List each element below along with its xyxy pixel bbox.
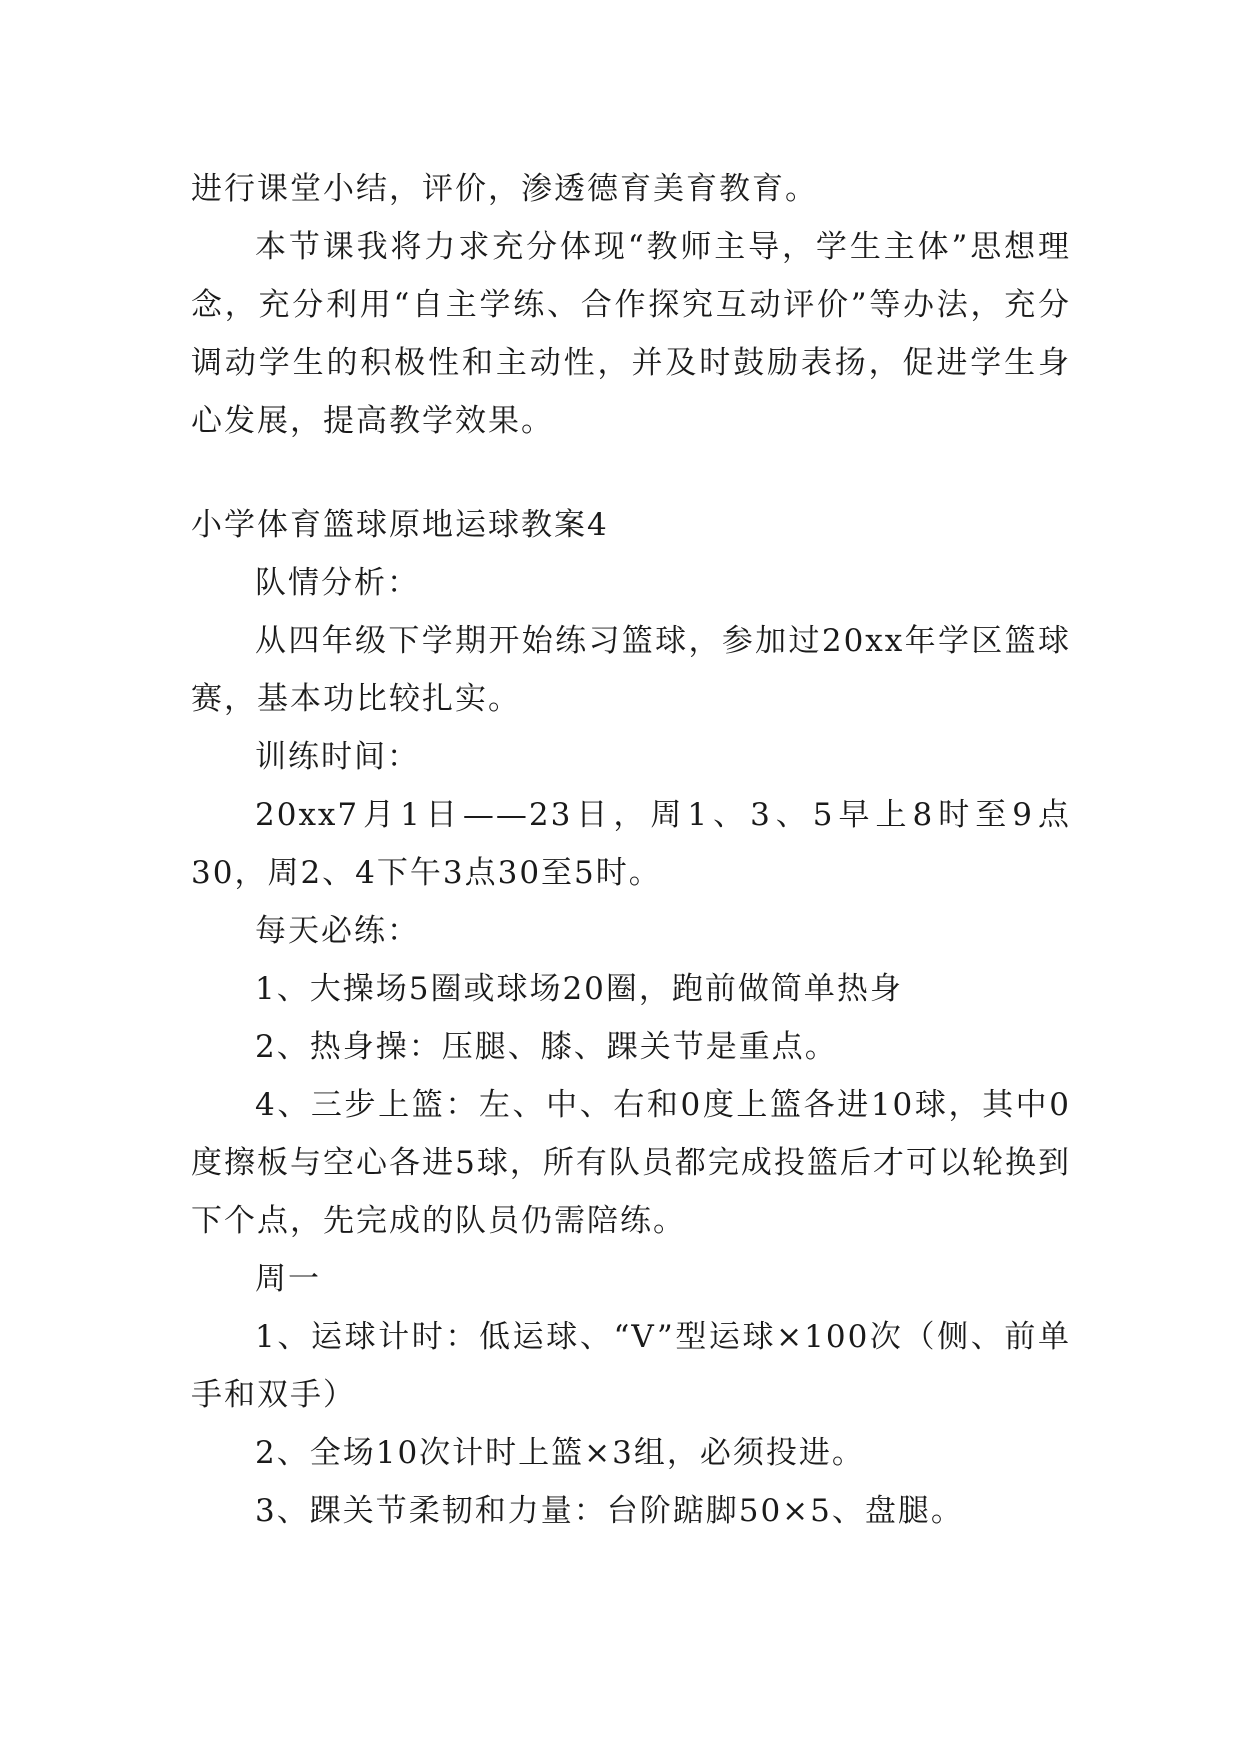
- paragraph-teaching-philosophy: 本节课我将力求充分体现“教师主导，学生主体”思想理念，充分利用“自主学练、合作探究互动评价”等办法，充分调动学生的积极性和主动性，并及时鼓励表扬，促进学生身心发展，提高教学效果。: [191, 229, 1071, 439]
- list-item: 1、运球计时：低运球、“V”型运球×100次（侧、前单手和双手）: [191, 1319, 1071, 1413]
- paragraph-team-analysis: 从四年级下学期开始练习篮球，参加过20xx年学区篮球赛，基本功比较扎实。: [191, 623, 1071, 717]
- list-item: 1、大操场5圈或球场20圈，跑前做简单热身: [255, 971, 903, 1007]
- list-item: 3、踝关节柔韧和力量：台阶踮脚50×5、盘腿。: [255, 1493, 964, 1529]
- heading-daily-practice: 每天必练：: [255, 913, 420, 949]
- heading-team-analysis: 队情分析：: [255, 565, 420, 601]
- heading-monday: 周一: [255, 1261, 321, 1297]
- list-item: 4、三步上篮：左、中、右和0度上篮各进10球，其中0度擦板与空心各进5球，所有队员都完成投篮后才可以轮换到下个点，先完成的队员仍需陪练。: [191, 1087, 1071, 1239]
- list-item: 2、全场10次计时上篮×3组，必须投进。: [255, 1435, 865, 1471]
- document-content: [191, 160, 1071, 1540]
- list-item: 2、热身操：压腿、膝、踝关节是重点。: [255, 1029, 838, 1065]
- section-gap: [191, 450, 1071, 496]
- paragraph-training-time: 20xx7月1日——23日，周1、3、5早上8时至9点30，周2、4下午3点30至5时。: [191, 797, 1071, 891]
- heading-training-time: 训练时间：: [255, 739, 420, 775]
- section-title: 小学体育篮球原地运球教案4: [191, 507, 609, 543]
- paragraph-summary: 进行课堂小结，评价，渗透德育美育教育。: [191, 171, 818, 207]
